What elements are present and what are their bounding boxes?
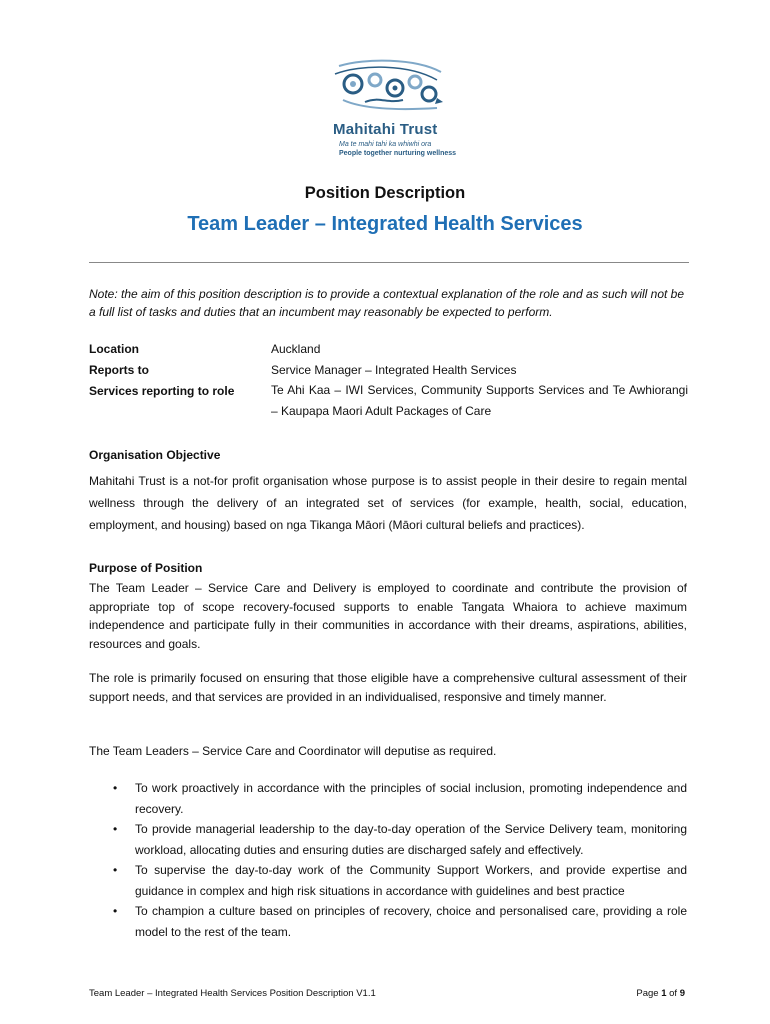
- role-title: Team Leader – Integrated Health Services: [187, 213, 583, 235]
- page-of-word: of: [669, 988, 678, 999]
- purpose-paragraph-2: The role is primarily focused on ensuring that those eligible have a comprehensive cultural assessment of their support needs, and that services are provided in an individualised, responsive and timely manner.: [89, 671, 687, 704]
- bullet-icon: •: [113, 904, 118, 918]
- detail-value-reports-to: Service Manager – Integrated Health Services: [271, 363, 517, 377]
- detail-label-location: Location: [89, 342, 139, 356]
- document-type-heading: Position Description: [304, 184, 466, 202]
- divider: [89, 262, 689, 263]
- page-word: Page: [636, 988, 659, 999]
- logo-tagline-english: People together nurturing wellness: [339, 150, 457, 157]
- organisation-objective-text: Mahitahi Trust is a not-for profit organisation whose purpose is to assist people in their desire to regain mental wellness through the delivery of an integrated set of services (for example, health, social, education, employment, and housing) based on nga Tikanga Māori (Māori cultural beliefs and practices).: [89, 474, 687, 532]
- list-item-text: To champion a culture based on principles of recovery, choice and personalised care, providing a role model to the rest of the team.: [135, 904, 687, 939]
- list-item-text: To work proactively in accordance with the principles of social inclusion, promoting independence and recovery.: [135, 781, 687, 816]
- page-current: 1: [661, 988, 667, 999]
- purpose-paragraph-3: The Team Leaders – Service Care and Coordinator will deputise as required.: [89, 744, 497, 758]
- organisation-objective-heading: Organisation Objective: [89, 448, 221, 462]
- list-item: [89, 819, 687, 860]
- purpose-heading: Purpose of Position: [89, 561, 203, 575]
- footer-document-name: Team Leader – Integrated Health Services Position Description V1.1: [89, 988, 376, 999]
- list-item: [89, 901, 687, 942]
- logo-tagline-maori: Ma te mahi tahi ka whiwhi ora: [339, 141, 432, 148]
- list-item: [89, 860, 687, 901]
- detail-value-services: Te Ahi Kaa – IWI Services, Community Supports Services and Te Awhiorangi – Kaupapa Maori Adult Packages of Care: [271, 383, 688, 418]
- page-total: 9: [679, 988, 685, 999]
- logo-name: Mahitahi Trust: [333, 121, 438, 138]
- purpose-paragraph-1: The Team Leader – Service Care and Delivery is employed to coordinate and contribute the provision of appropriate top of scope recovery-focused supports to enable Tangata Whaiora to achieve maximum independence and participate fully in their communities in accordance with their dreams, aspirations, abilities, resources and goals.: [89, 581, 687, 651]
- disclaimer-note: Note: the aim of this position description is to provide a contextual explanation of the role and as such will not be a full list of tasks and duties that an incumbent may reasonably be expected to perform.: [89, 287, 685, 319]
- detail-label-services: Services reporting to role: [89, 384, 235, 398]
- detail-label-reports-to: Reports to: [89, 363, 149, 377]
- footer-page-number: [636, 988, 685, 999]
- list-item: [89, 778, 687, 819]
- bullet-icon: •: [113, 781, 118, 795]
- responsibilities-list: [89, 778, 687, 942]
- list-item-text: To supervise the day-to-day work of the Community Support Workers, and provide expertise and guidance in complex and high risk situations in accordance with guidelines and best practice: [135, 863, 687, 898]
- bullet-icon: •: [113, 822, 118, 836]
- list-item-text: To provide managerial leadership to the day-to-day operation of the Service Delivery team, monitoring workload, allocating duties and ensuring duties are discharged safely and effectively.: [135, 822, 687, 857]
- detail-value-location: Auckland: [271, 342, 321, 356]
- bullet-icon: •: [113, 863, 118, 877]
